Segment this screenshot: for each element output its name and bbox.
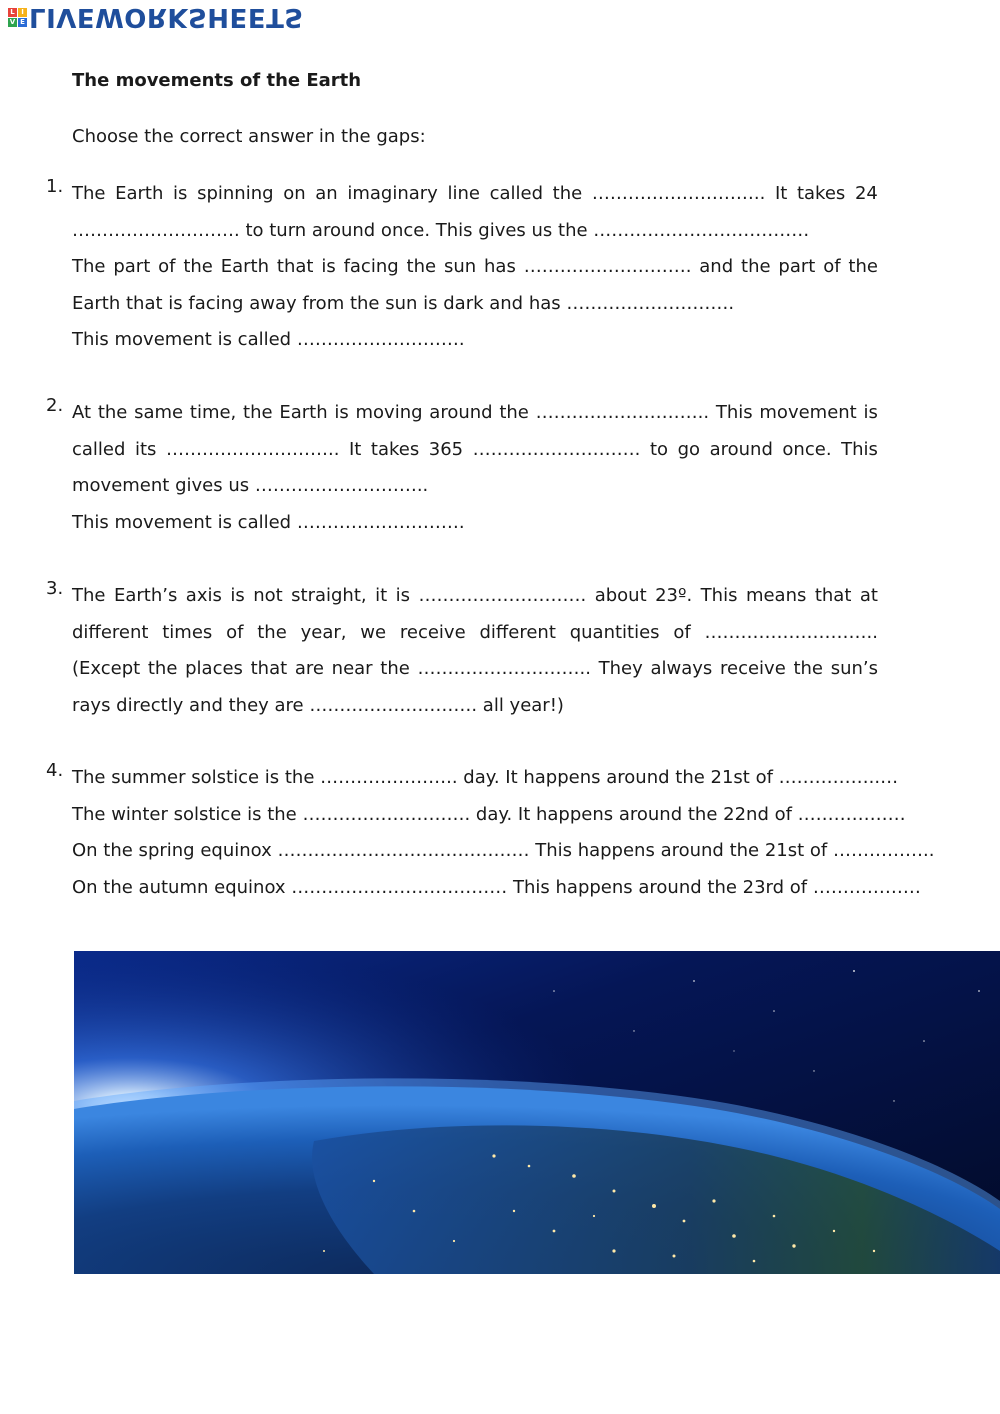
word: moving <box>355 402 423 423</box>
word: the <box>406 256 437 278</box>
word: is <box>334 402 349 423</box>
word: Earth’s <box>113 585 178 606</box>
word: 365 <box>428 438 464 460</box>
word: the <box>97 402 128 423</box>
question-line <box>72 578 878 615</box>
word: of <box>158 256 176 278</box>
word: that <box>276 256 314 278</box>
word: near <box>331 658 373 680</box>
word: always <box>650 658 713 680</box>
word: It <box>774 183 788 204</box>
word: part <box>778 256 816 278</box>
question-number: 2. <box>46 395 64 416</box>
word: go <box>677 438 701 460</box>
question-line: Earth that is facing away from the sun is dark and has ………………………. <box>72 292 735 314</box>
question-line: This movement is called ………………………. <box>72 511 465 533</box>
word: 24 <box>854 183 878 204</box>
word: that <box>814 585 852 606</box>
word: (Except <box>72 658 141 680</box>
word: places <box>185 658 243 680</box>
word: is <box>395 585 411 606</box>
question-line: ………………………. to turn around once. This gives us the ……………………………… <box>72 219 810 241</box>
word: called <box>72 438 126 460</box>
word: ……………………….. <box>535 402 710 423</box>
word: At <box>72 402 92 423</box>
word: means <box>745 585 807 606</box>
logo-blocks-icon <box>8 8 27 27</box>
word: Earth <box>115 183 164 204</box>
word: an <box>315 183 338 204</box>
instruction: Choose the correct answer in the gaps: <box>72 126 426 147</box>
question-line <box>72 651 878 688</box>
question-2 <box>46 395 878 541</box>
word: The <box>72 183 106 204</box>
word: times <box>162 621 213 643</box>
question-line <box>72 249 878 286</box>
word: is <box>863 402 878 423</box>
question-line <box>72 615 878 652</box>
word: quantities <box>569 621 660 643</box>
word: that <box>250 658 288 680</box>
word: ………………………. <box>418 585 587 606</box>
word: called <box>489 183 544 204</box>
word: is <box>173 183 188 204</box>
word: ………………………. <box>523 256 692 278</box>
word: takes <box>370 438 420 460</box>
word: line <box>447 183 480 204</box>
word: the <box>183 256 213 278</box>
word: has <box>484 256 516 278</box>
word: not <box>253 585 283 606</box>
word: about <box>594 585 647 606</box>
question-line: On the spring equinox …………………………………… This happens around the 21st of …………….. <box>72 840 935 862</box>
question-line: This movement is called ………………………. <box>72 329 465 351</box>
word: the <box>257 621 287 643</box>
question-line <box>72 432 878 469</box>
word: The <box>72 256 106 278</box>
word: receive <box>719 658 786 680</box>
question-4 <box>46 760 935 906</box>
word: of <box>823 256 841 278</box>
question-line: rays directly and they are ………………………. all year!) <box>72 694 564 716</box>
question-line: The summer solstice is the ………………….. day. It happens around the 21st of ……………..… <box>72 767 899 788</box>
question-number: 3. <box>46 578 64 599</box>
word: This <box>700 585 738 606</box>
word: ………………………. <box>472 438 641 460</box>
word: spinning <box>197 183 274 204</box>
word: the <box>147 658 178 680</box>
word: the <box>793 658 823 680</box>
word: ……………………….. <box>165 438 340 460</box>
worksheet-title: The movements of the Earth <box>72 70 362 91</box>
word: Earth <box>220 256 270 278</box>
word: ……………………….. <box>591 183 766 204</box>
word: the <box>552 183 583 204</box>
word: different <box>479 621 556 643</box>
word: ……………………….. <box>417 658 591 680</box>
word: the <box>848 256 878 278</box>
word: at <box>859 585 878 606</box>
word: straight, <box>291 585 367 606</box>
word: its <box>134 438 157 460</box>
word: the <box>499 402 529 423</box>
earth-from-space-image <box>74 951 1000 1274</box>
word: is <box>321 256 336 278</box>
word: of <box>226 621 244 643</box>
word: ……………………….. <box>704 621 878 643</box>
word: facing <box>343 256 399 278</box>
word: year, <box>300 621 347 643</box>
word: it <box>375 585 388 606</box>
word: once. <box>782 438 832 460</box>
logo-block: E <box>18 18 27 27</box>
word: This <box>715 402 753 423</box>
question-number: 1. <box>46 176 64 197</box>
logo-text: LIVEWORKSHEETS <box>29 2 304 32</box>
word: sun’s <box>830 658 878 680</box>
word: It <box>348 438 362 460</box>
word: The <box>72 585 106 606</box>
word: to <box>649 438 669 460</box>
word: around <box>429 402 493 423</box>
word: we <box>360 621 387 643</box>
word: axis <box>185 585 222 606</box>
liveworksheets-logo <box>8 2 304 32</box>
word: Earth <box>279 402 328 423</box>
word: the <box>380 658 410 680</box>
word: different <box>72 621 149 643</box>
word: takes <box>796 183 846 204</box>
question-3 <box>46 578 878 724</box>
question-line: On the autumn equinox ……………………………… This happens around the 23rd of ……………… <box>72 876 921 898</box>
word: and <box>699 256 734 278</box>
question-line <box>72 395 878 432</box>
logo-block: L <box>8 8 17 17</box>
word: time, <box>189 402 237 423</box>
question-line <box>72 176 878 213</box>
word: are <box>294 658 324 680</box>
word: on <box>283 183 306 204</box>
logo-block: V <box>9 17 16 26</box>
question-line: movement gives us ……………………….. <box>72 475 429 497</box>
word: is <box>230 585 245 606</box>
word: of <box>673 621 691 643</box>
word: the <box>243 402 273 423</box>
question-1 <box>46 176 878 359</box>
word: sun <box>443 256 477 278</box>
word: around <box>709 438 773 460</box>
word: same <box>134 402 184 423</box>
word: 23º. <box>655 585 693 606</box>
word: This <box>841 438 878 460</box>
word: receive <box>399 621 466 643</box>
word: movement <box>759 402 857 423</box>
logo-block: I <box>18 8 27 17</box>
word: the <box>741 256 771 278</box>
word: They <box>598 658 643 680</box>
word: imaginary <box>347 183 438 204</box>
question-number: 4. <box>46 760 64 781</box>
word: part <box>113 256 151 278</box>
question-line: The winter solstice is the ………………………. day. It happens around the 22nd of ……………… <box>72 803 906 825</box>
